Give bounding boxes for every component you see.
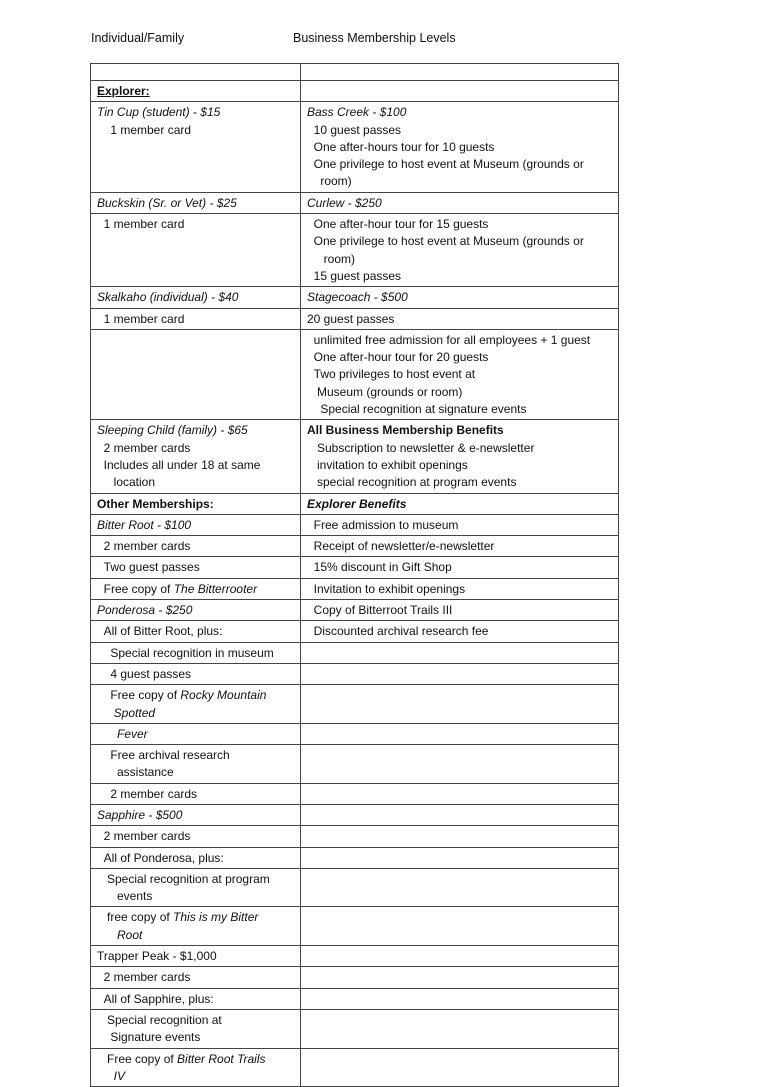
right-cell-line: [307, 332, 612, 349]
table-row: [91, 420, 619, 493]
table-row: [91, 514, 619, 535]
left-cell-line: [97, 496, 294, 513]
right-cell-line: [307, 517, 612, 534]
individual-family-cell: [91, 81, 301, 102]
individual-family-cell: [91, 214, 301, 287]
business-cell: [301, 745, 619, 784]
table-row: [91, 1048, 619, 1087]
individual-family-cell: [91, 642, 301, 663]
individual-family-cell: [91, 868, 301, 907]
table-row: [91, 663, 619, 684]
left-cell-text: The Bitterrooter: [173, 581, 258, 596]
right-cell-text: One privilege to host event at Museum (grounds or: [307, 157, 584, 172]
left-cell-text: 2 member cards: [97, 970, 191, 985]
table-row: [91, 907, 619, 946]
table-row: [91, 214, 619, 287]
right-cell-text: 15 guest passes: [307, 268, 402, 283]
right-cell-line: [307, 195, 612, 212]
individual-family-cell: [91, 102, 301, 192]
left-cell-text: assistance: [97, 765, 174, 780]
left-cell-text: Signature events: [97, 1030, 201, 1045]
individual-family-cell: [91, 1048, 301, 1087]
left-cell-text: Explorer:: [97, 84, 150, 98]
right-cell-line: [307, 139, 612, 156]
left-cell-text: Ponderosa - $250: [97, 603, 193, 618]
right-cell-text: room): [307, 174, 352, 189]
left-cell-line: [97, 517, 294, 534]
left-cell-line: [97, 645, 294, 662]
left-cell-text: 2 member cards: [97, 440, 191, 455]
left-cell-text: free copy of: [97, 910, 174, 925]
left-cell-text: Skalkaho (individual) - $40: [97, 290, 239, 305]
individual-family-cell: [91, 621, 301, 642]
right-cell-line: [307, 602, 612, 619]
left-cell-text: Two guest passes: [97, 560, 200, 575]
left-cell-text: Sleeping Child (family) - $65: [97, 423, 248, 438]
left-cell-text: Fever: [97, 726, 148, 741]
right-cell-line: [307, 233, 612, 250]
right-cell-line: [307, 173, 612, 190]
individual-family-cell: [91, 287, 301, 308]
business-cell: [301, 847, 619, 868]
table-row: [91, 81, 619, 102]
individual-family-cell: [91, 557, 301, 578]
right-cell-text: Copy of Bitterroot Trails III: [307, 603, 453, 618]
table-row: [91, 192, 619, 213]
business-cell: [301, 600, 619, 621]
left-cell-line: [97, 786, 294, 803]
left-cell-line: [97, 948, 294, 965]
right-cell-text: special recognition at program events: [307, 475, 517, 490]
left-cell-line: [97, 1029, 294, 1046]
table-row: [91, 308, 619, 329]
table-row: [91, 946, 619, 967]
right-cell-text: unlimited free admission for all employees + 1 guest: [307, 332, 591, 347]
left-cell-line: [97, 559, 294, 576]
individual-family-cell: [91, 329, 301, 419]
business-cell: [301, 1048, 619, 1087]
right-cell-line: [307, 384, 612, 401]
left-cell-line: [97, 705, 294, 722]
right-cell-text: Invitation to exhibit openings: [307, 581, 466, 596]
left-cell-line: [97, 1051, 294, 1068]
table-row: [91, 536, 619, 557]
business-cell: [301, 804, 619, 825]
right-cell-line: [307, 366, 612, 383]
business-cell: [301, 214, 619, 287]
table-row: [91, 493, 619, 514]
right-cell-text: One after-hour tour for 20 guests: [307, 350, 489, 365]
left-cell-text: events: [97, 889, 153, 904]
left-cell-text: Free archival research: [97, 748, 230, 763]
left-cell-text: IV: [97, 1068, 126, 1083]
left-cell-text: Free copy of: [97, 581, 174, 596]
business-cell: [301, 988, 619, 1009]
right-cell-line: [307, 559, 612, 576]
table-row: [91, 1009, 619, 1048]
table-row: [91, 988, 619, 1009]
table-row: [91, 685, 619, 724]
right-cell-text: room): [307, 251, 356, 266]
table-row: [91, 102, 619, 192]
right-cell-line: [307, 474, 612, 491]
business-cell: [301, 557, 619, 578]
right-cell-text: Bass Creek - $100: [307, 105, 407, 120]
left-cell-text: Sapphire - $500: [97, 807, 183, 822]
business-cell: [301, 826, 619, 847]
business-cell: [301, 685, 619, 724]
business-cell: [301, 663, 619, 684]
right-cell-text: 10 guest passes: [307, 122, 402, 137]
left-cell-text: Rocky Mountain: [180, 688, 267, 703]
table-row: [91, 745, 619, 784]
business-cell: [301, 493, 619, 514]
individual-family-cell: [91, 723, 301, 744]
left-cell-text: Free copy of: [97, 688, 181, 703]
left-cell-line: [97, 581, 294, 598]
left-cell-line: [97, 871, 294, 888]
business-cell: [301, 329, 619, 419]
business-cell: [301, 578, 619, 599]
left-cell-text: Bitter Root Trails: [177, 1051, 266, 1066]
business-cell: [301, 287, 619, 308]
right-cell-line: [307, 216, 612, 233]
right-cell-line: [307, 440, 612, 457]
business-cell: [301, 308, 619, 329]
individual-family-cell: [91, 804, 301, 825]
business-cell: [301, 723, 619, 744]
left-cell-line: [97, 1068, 294, 1085]
business-cell: [301, 81, 619, 102]
left-cell-line: [97, 927, 294, 944]
table-row: [91, 723, 619, 744]
left-cell-line: [97, 747, 294, 764]
left-cell-text: Root: [97, 927, 143, 942]
business-cell: [301, 420, 619, 493]
right-cell-line: [307, 457, 612, 474]
business-cell: [301, 192, 619, 213]
header-left-title: Individual/Family: [91, 31, 185, 45]
left-cell-text: Bitter Root - $100: [97, 517, 192, 532]
individual-family-cell: [91, 967, 301, 988]
left-cell-line: [97, 991, 294, 1008]
table-row: [91, 557, 619, 578]
individual-family-cell: [91, 64, 301, 81]
individual-family-cell: [91, 847, 301, 868]
left-cell-text: Tin Cup (student) - $15: [97, 105, 221, 120]
left-cell-text: Includes all under 18 at same: [97, 457, 261, 472]
left-cell-line: [97, 457, 294, 474]
left-cell-text: Buckskin (Sr. or Vet) - $25: [97, 195, 237, 210]
left-cell-text: Special recognition at: [97, 1012, 222, 1027]
right-cell-text: One after-hours tour for 10 guests: [307, 139, 495, 154]
business-cell: [301, 514, 619, 535]
left-cell-text: This is my Bitter: [173, 910, 259, 925]
business-cell: [301, 1009, 619, 1048]
left-cell-line: [97, 909, 294, 926]
left-cell-line: [97, 83, 294, 100]
left-cell-line: [97, 538, 294, 555]
table-row: [91, 329, 619, 419]
individual-family-cell: [91, 308, 301, 329]
individual-family-cell: [91, 600, 301, 621]
left-cell-line: [97, 726, 294, 743]
business-cell: [301, 868, 619, 907]
left-cell-line: [97, 764, 294, 781]
right-cell-text: Discounted archival research fee: [307, 624, 489, 639]
right-cell-line: [307, 156, 612, 173]
left-cell-text: All of Sapphire, plus:: [97, 991, 214, 1006]
individual-family-cell: [91, 514, 301, 535]
left-cell-text: 1 member card: [97, 122, 192, 137]
left-cell-text: Trapper Peak - $1,000: [97, 949, 217, 964]
individual-family-cell: [91, 192, 301, 213]
left-cell-line: [97, 828, 294, 845]
business-cell: [301, 64, 619, 81]
business-cell: [301, 102, 619, 192]
table-row: [91, 621, 619, 642]
left-cell-text: 1 member card: [97, 311, 185, 326]
right-cell-text: Receipt of newsletter/e-newsletter: [307, 539, 495, 554]
individual-family-cell: [91, 946, 301, 967]
individual-family-cell: [91, 420, 301, 493]
right-cell-text: invitation to exhibit openings: [307, 457, 468, 472]
table-row: [91, 967, 619, 988]
left-cell-text: location: [97, 475, 156, 490]
individual-family-cell: [91, 826, 301, 847]
individual-family-cell: [91, 1009, 301, 1048]
business-cell: [301, 536, 619, 557]
left-cell-text: All of Bitter Root, plus:: [97, 624, 223, 639]
left-cell-line: [97, 440, 294, 457]
left-cell-line: [97, 666, 294, 683]
left-cell-text: Free copy of: [97, 1051, 178, 1066]
right-cell-text: 15% discount in Gift Shop: [307, 560, 452, 575]
left-cell-line: [97, 807, 294, 824]
left-cell-text: 2 member cards: [97, 539, 191, 554]
individual-family-cell: [91, 988, 301, 1009]
table-row: [91, 847, 619, 868]
table-row: [91, 783, 619, 804]
left-cell-line: [97, 216, 294, 233]
left-cell-line: [97, 1012, 294, 1029]
header-right-title: Business Membership Levels: [293, 31, 456, 45]
right-cell-line: [307, 251, 612, 268]
right-cell-line: [307, 538, 612, 555]
right-cell-line: [307, 349, 612, 366]
left-cell-line: [97, 104, 294, 121]
right-cell-line: [307, 581, 612, 598]
individual-family-cell: [91, 536, 301, 557]
individual-family-cell: [91, 783, 301, 804]
left-cell-line: [97, 623, 294, 640]
left-cell-line: [97, 195, 294, 212]
right-cell-line: [307, 623, 612, 640]
table-row: [91, 804, 619, 825]
right-cell-text: Two privileges to host event at: [307, 367, 476, 382]
right-cell-text: Stagecoach - $500: [307, 290, 408, 305]
individual-family-cell: [91, 685, 301, 724]
right-cell-text: Museum (grounds or room): [307, 384, 463, 399]
business-cell: [301, 946, 619, 967]
right-cell-line: [307, 311, 612, 328]
left-cell-text: Spotted: [97, 705, 156, 720]
table-row: [91, 868, 619, 907]
left-cell-line: [97, 602, 294, 619]
left-cell-text: Special recognition at program: [97, 871, 270, 886]
table-row: [91, 642, 619, 663]
left-cell-line: [97, 888, 294, 905]
individual-family-cell: [91, 578, 301, 599]
table-row: [91, 826, 619, 847]
left-cell-line: [97, 474, 294, 491]
individual-family-cell: [91, 907, 301, 946]
left-cell-line: [97, 969, 294, 986]
business-cell: [301, 642, 619, 663]
individual-family-cell: [91, 745, 301, 784]
right-cell-line: [307, 104, 612, 121]
individual-family-cell: [91, 493, 301, 514]
left-cell-line: [97, 687, 294, 704]
left-cell-text: 2 member cards: [97, 786, 198, 801]
left-cell-line: [97, 122, 294, 139]
right-cell-text: 20 guest passes: [307, 311, 395, 326]
right-cell-line: [307, 268, 612, 285]
left-cell-text: 1 member card: [97, 217, 185, 232]
individual-family-cell: [91, 663, 301, 684]
table-row: [91, 578, 619, 599]
business-cell: [301, 621, 619, 642]
table-row: [91, 600, 619, 621]
business-cell: [301, 783, 619, 804]
left-cell-line: [97, 850, 294, 867]
right-cell-text: Free admission to museum: [307, 517, 459, 532]
right-cell-text: Explorer Benefits: [307, 496, 407, 511]
right-cell-line: [307, 496, 612, 513]
right-cell-line: [307, 122, 612, 139]
table-row: [91, 64, 619, 81]
table-row: [91, 287, 619, 308]
membership-table: [90, 63, 619, 1087]
right-cell-text: One privilege to host event at Museum (grounds or: [307, 234, 584, 249]
membership-table-body: [91, 64, 619, 1087]
left-cell-text: All of Ponderosa, plus:: [97, 850, 224, 865]
right-cell-line: [307, 422, 612, 439]
right-cell-line: [307, 401, 612, 418]
left-cell-text: Special recognition in museum: [97, 645, 274, 660]
left-cell-line: [97, 289, 294, 306]
left-cell-text: Other Memberships:: [97, 496, 214, 511]
left-cell-text: 2 member cards: [97, 829, 191, 844]
left-cell-text: 4 guest passes: [97, 666, 192, 681]
right-cell-text: Special recognition at signature events: [307, 402, 527, 417]
right-cell-text: Subscription to newsletter & e-newsletter: [307, 440, 535, 455]
left-cell-line: [97, 422, 294, 439]
right-cell-text: One after-hour tour for 15 guests: [307, 217, 489, 232]
left-cell-line: [97, 311, 294, 328]
right-cell-text: All Business Membership Benefits: [307, 423, 504, 438]
business-cell: [301, 967, 619, 988]
right-cell-text: Curlew - $250: [307, 195, 382, 210]
business-cell: [301, 907, 619, 946]
right-cell-line: [307, 289, 612, 306]
